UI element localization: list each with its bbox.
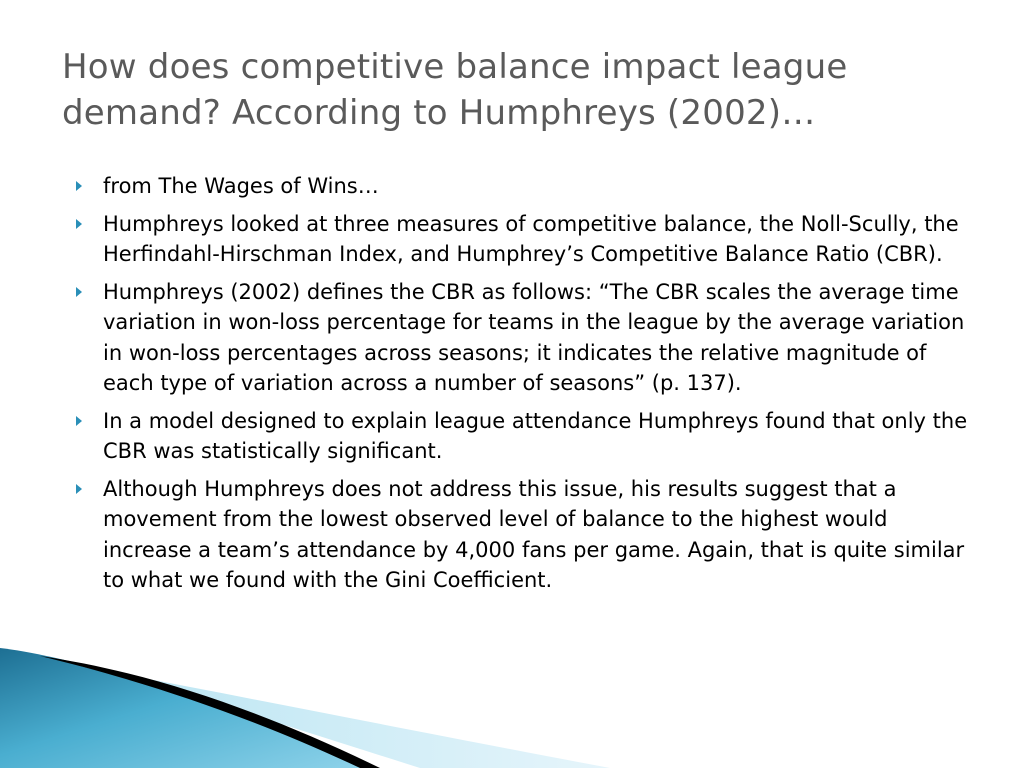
bullet-text: In a model designed to explain league attendance Humphreys found that only the CBR was statistically significant. [103,408,968,463]
slide-title: How does competitive balance impact league demand? According to Humphreys (2002)… [62,47,848,133]
triangle-bullet-icon [76,181,82,191]
bullet-text: from The Wages of Wins… [103,174,379,198]
list-item [74,209,974,270]
triangle-bullet-icon [76,219,82,229]
list-item [74,171,974,202]
black-swoosh-line [40,656,380,768]
blue-swoosh-shape [0,648,372,768]
bullet-text: Humphreys (2002) defines the CBR as follows: “The CBR scales the average time variation in won-loss percentage for teams in the league by the average variation in won-loss percentages across seasons; it indicates the relative magnitude of each type of variation across a number of seasons” (p. 137). [103,279,965,395]
list-item [74,406,974,467]
bullet-text: Although Humphreys does not address this issue, his results suggest that a movement from the lowest observed level of balance to the highest would increase a team’s attendance by 4,000 fans per game. Again, that is quite similar to what we found with the Gini Coefficient. [103,476,965,592]
bullet-text: Humphreys looked at three measures of competitive balance, the Noll-Scully, the Herfindahl-Hirschman Index, and Humphrey’s Competitive Balance Ratio (CBR). [103,211,959,266]
light-swoosh-shape [80,666,610,768]
triangle-bullet-icon [76,484,82,494]
triangle-bullet-icon [76,416,82,426]
triangle-bullet-icon [76,287,82,297]
list-item [74,474,974,596]
bullet-list [74,171,974,603]
list-item [74,277,974,399]
